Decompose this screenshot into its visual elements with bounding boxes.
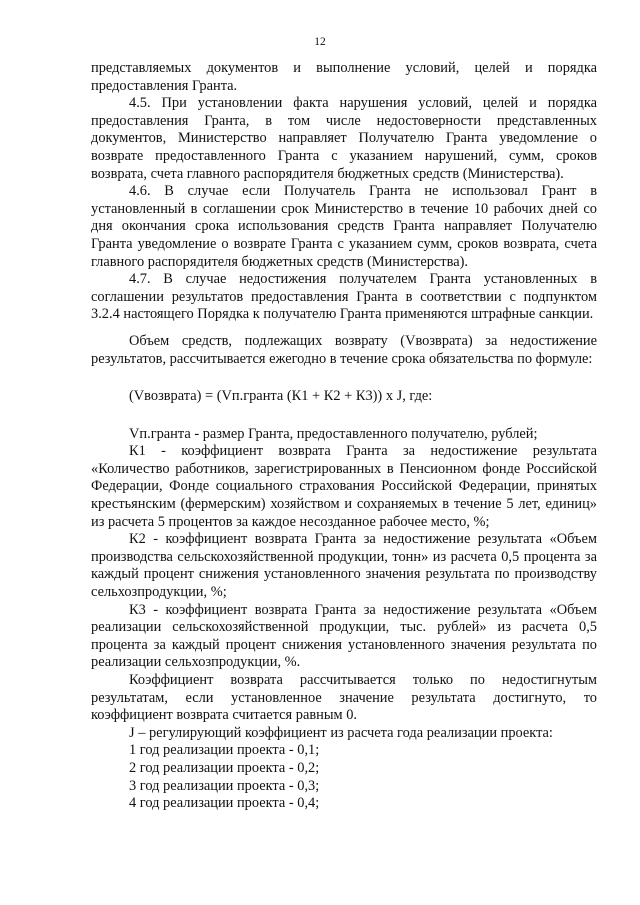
page-number: 12 <box>314 36 326 48</box>
definition-k1: К1 - коэффициент возврата Гранта за недостижение результата «Количество работников, зарегистрированных в Пенсионном фонде Российской Федерации, Фонде социального страхования Российской Федерации, принятых крестьянским (фермерским) хозяйством и сохраняемых в течение 5 лет, единиц» из расчета 5 процентов за каждое несозданное рабочее место, %; <box>91 443 597 530</box>
list-item-year-3: 3 год реализации проекта - 0,3; <box>129 777 320 794</box>
formula: (Vвозврата) = (Vп.гранта (К1 + К2 + К3)) х J, где: <box>129 388 433 405</box>
paragraph-4-5: 4.5. При установлении факта нарушения условий, целей и порядка предоставления Гранта, в том числе недостоверности представленных документов, Министерство направляет Получателю Гранта уведомление о возврате предоставленного Гранта с указанием нарушений, сумм, сроков возврата, счета главного распорядителя бюджетных средств (Министерства). <box>91 95 597 182</box>
definition-k2: К2 - коэффициент возврата Гранта за недостижение результата «Объем производства сельскохозяйственной продукции, тонн» из расчета 0,5 процента за каждый процент снижения установленного значения результата по производству сельхозпродукции, %; <box>91 531 597 601</box>
paragraph-refund-volume: Объем средств, подлежащих возврату (Vвозврата) за недостижение результатов, рассчитывается ежегодно в течение срока обязательства по формуле: <box>91 332 597 367</box>
document-body <box>91 60 597 813</box>
paragraph-continuation: представляемых документов и выполнение условий, целей и порядка предоставления Гранта. <box>91 60 597 94</box>
definition-vp-granta: Vп.гранта - размер Гранта, предоставленного получателю, рублей; <box>129 425 538 442</box>
paragraph-coefficient-note: Коэффициент возврата рассчитывается только по недостигнутым результатам, если установленное значение результата достигнуто, то коэффициент возврата считается равным 0. <box>91 672 597 724</box>
paragraph-4-7: 4.7. В случае недостижения получателем Гранта установленных в соглашении результатов предоставления Гранта в соответствии с подпунктом 3.2.4 настоящего Порядка к получателю Гранта применяются штрафные санкции. <box>91 271 597 323</box>
list-item-year-2: 2 год реализации проекта - 0,2; <box>129 759 320 776</box>
list-item-year-4: 4 год реализации проекта - 0,4; <box>129 795 320 812</box>
definition-k3: К3 - коэффициент возврата Гранта за недостижение результата «Объем реализации сельскохозяйственной продукции, тыс. рублей» из расчета 0,5 процента за каждый процент снижения установленного значения результата по реализации сельхозпродукции, %. <box>91 601 597 671</box>
list-item-year-1: 1 год реализации проекта - 0,1; <box>129 742 320 759</box>
definition-j: J – регулирующий коэффициент из расчета года реализации проекта: <box>129 724 553 741</box>
paragraph-4-6: 4.6. В случае если Получатель Гранта не использовал Грант в установленный в соглашении срок Министерство в течение 10 рабочих дней со дня окончания срока использования средств Гранта направляет Получателю Гранта уведомление о возврате Гранта с указанием сумм, сроков возврата, счета главного распорядителя бюджетных средств (Министерства). <box>91 183 597 270</box>
